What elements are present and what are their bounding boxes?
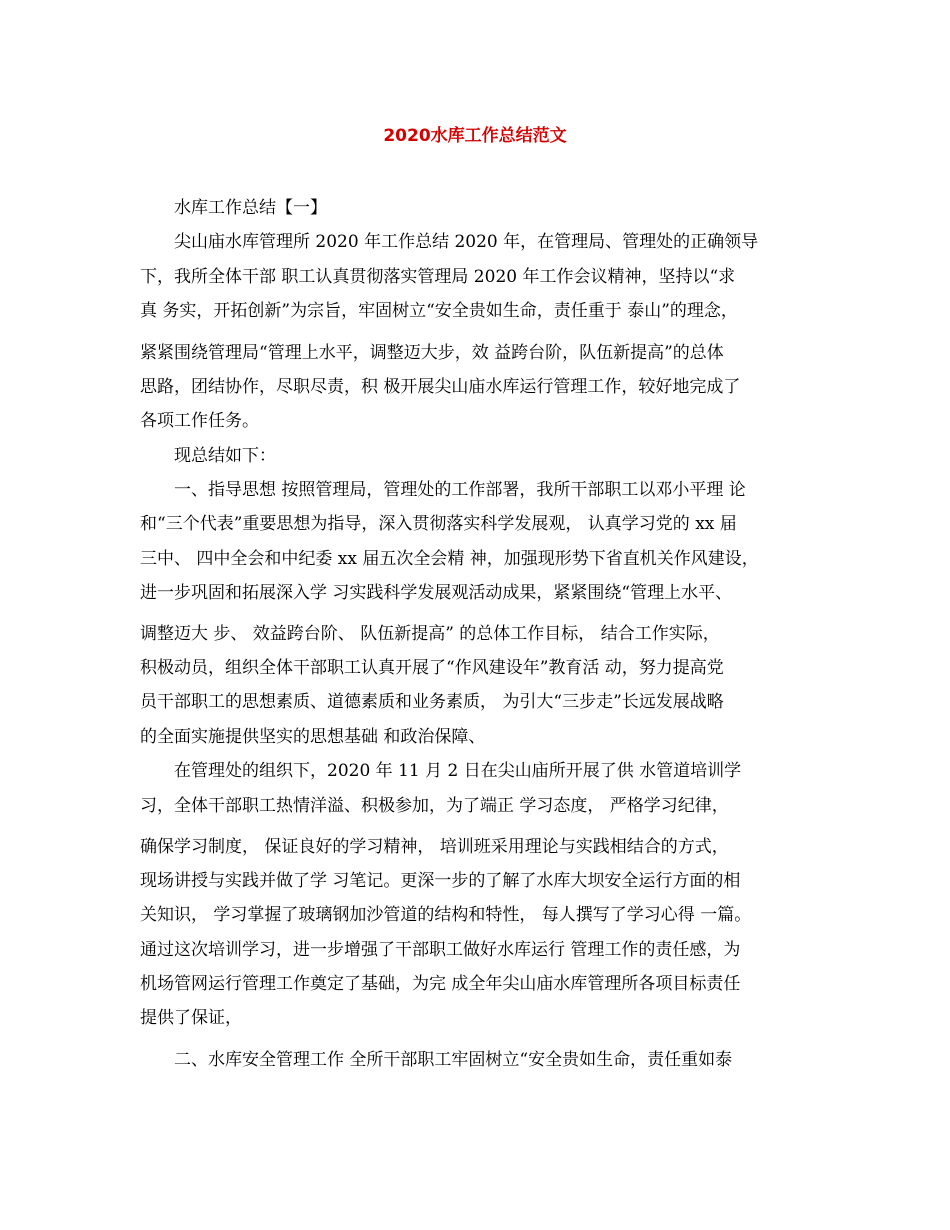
text-line: 的全面实施提供坚实的思想基础 和政治保障、 (140, 727, 486, 747)
text-line: 尖山庙水库管理所 2020 年工作总结 2020 年，在管理局、管理处的正确领导 (174, 232, 759, 252)
text-line: 机场管网运行管理工作奠定了基础，为完 成全年尖山庙水库管理所各项目标责任 (140, 974, 741, 994)
text-line: 一、指导思想 按照管理局，管理处的工作部署，我所干部职工以邓小平理 论 (174, 480, 746, 500)
text-line: 现场讲授与实践并做了学 习笔记。更深一步的了解了水库大坝安全运行方面的相 (140, 871, 741, 891)
text-line: 确保学习制度， 保证良好的学习精神， 培训班采用理论与实践相结合的方式， (140, 837, 729, 857)
text-line: 紧紧围绕管理局“管理上水平，调整迈大步，效 益跨台阶，队伍新提高”的总体 (140, 343, 724, 363)
text-line: 积极动员，组织全体干部职工认真开展了“作风建设年”教育活 动，努力提高党 (140, 658, 724, 678)
text-line: 通过这次培训学习，进一步增强了干部职工做好水库运行 管理工作的责任感，为 (140, 940, 741, 960)
text-line: 提供了保证， (140, 1008, 242, 1028)
text-line: 思路，团结协作，尽职尽责，积 极开展尖山庙水库运行管理工作，较好地完成了 (140, 377, 741, 397)
text-line: 二、水库安全管理工作 全所干部职工牢固树立“安全贵如生命，责任重如泰 (174, 1050, 733, 1070)
text-line: 真 务实，开拓创新”为宗旨，牢固树立“安全贵如生命，责任重于 泰山”的理念， (140, 301, 738, 321)
text-line: 员干部职工的思想素质、道德素质和业务素质， 为引大“三步走”长远发展战略 (140, 692, 724, 712)
section-heading: 水库工作总结【一】 (174, 198, 327, 218)
text-line: 下，我所全体干部 职工认真贯彻落实管理局 2020 年工作会议精神，坚持以“求 (140, 267, 736, 287)
text-line: 在管理处的组织下，2020 年 11 月 2 日在尖山庙所开展了供 水管道培训学 (174, 761, 742, 781)
text-line: 调整迈大 步、 效益跨台阶、 队伍新提高” 的总体工作目标， 结合工作实际， (140, 624, 720, 644)
text-line: 和“三个代表”重要思想为指导，深入贯彻落实科学发展观， 认真学习党的 xx 届 (140, 514, 737, 534)
text-line: 各项工作任务。 (140, 411, 259, 431)
text-line: 关知识， 学习掌握了玻璃钢加沙管道的结构和特性， 每人撰写了学习心得 一篇。 (140, 905, 752, 925)
text-line: 三中、 四中全会和中纪委 xx 届五次全会精 神，加强现形势下省直机关作风建设， (140, 549, 759, 569)
text-line: 现总结如下： (174, 446, 276, 466)
text-line: 习，全体干部职工热情洋溢、积极参加，为了端正 学习态度， 严格学习纪律， (140, 796, 729, 816)
document-title: 2020水库工作总结范文 (383, 126, 567, 146)
text-line: 进一步巩固和拓展深入学 习实践科学发展观活动成果，紧紧围绕“管理上水平、 (140, 583, 733, 603)
